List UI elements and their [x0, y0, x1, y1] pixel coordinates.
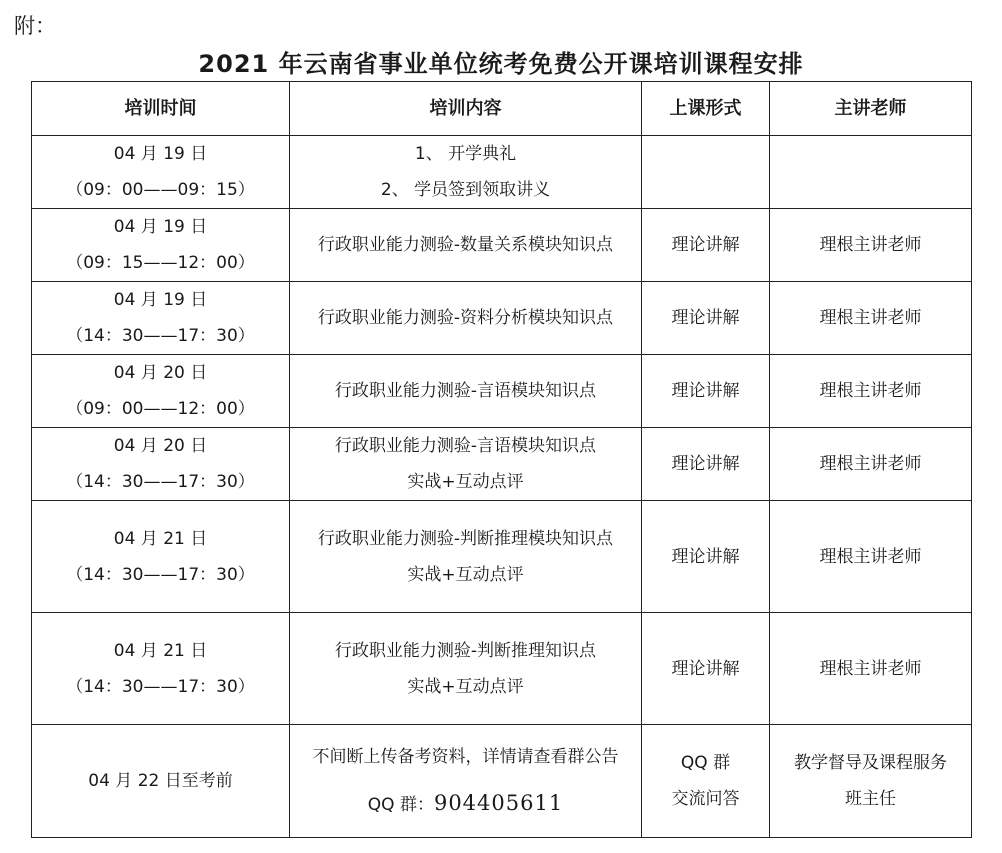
header-form: 上课形式 — [642, 82, 770, 136]
date-text: 04 月 21 日 — [113, 640, 208, 661]
time-cell — [32, 501, 290, 613]
content-cell — [290, 428, 642, 501]
time-text: （14：30——17：30） — [66, 564, 255, 585]
form-cell — [642, 725, 770, 838]
form-line: 交流问答 — [671, 789, 740, 809]
time-text: （09：00——12：00） — [66, 399, 255, 419]
time-text: （09：15——12：00） — [66, 253, 255, 273]
form-cell: 理论讲解 — [642, 501, 770, 613]
form-cell — [642, 136, 770, 209]
content-line: 1、 开学典礼 — [414, 144, 517, 164]
content-cell — [290, 613, 642, 725]
time-text: （14：30——17：30） — [66, 326, 255, 346]
time-text: （14：30——17：30） — [66, 676, 255, 697]
attachment-prefix: 附： — [14, 14, 56, 38]
form-cell: 理论讲解 — [642, 428, 770, 501]
content-line: 行政职业能力测验-判断推理知识点 — [334, 640, 597, 661]
form-line: QQ 群 — [680, 753, 731, 773]
content-line: 实战+互动点评 — [407, 676, 524, 697]
header-teacher: 主讲老师 — [770, 82, 972, 136]
teacher-line: 教学督导及课程服务 — [794, 753, 947, 773]
teacher-line: 班主任 — [845, 789, 896, 809]
teacher-cell: 理根主讲老师 — [770, 613, 972, 725]
date-text: 04 月 20 日 — [113, 436, 208, 456]
table-row — [32, 209, 972, 282]
qq-number: 904405611 — [433, 791, 564, 815]
teacher-cell — [770, 136, 972, 209]
table-row — [32, 501, 972, 613]
content-cell — [290, 282, 642, 355]
form-cell: 理论讲解 — [642, 613, 770, 725]
content-cell — [290, 209, 642, 282]
table-header-row — [32, 82, 972, 136]
date-text: 04 月 21 日 — [113, 528, 208, 549]
table-row — [32, 136, 972, 209]
time-cell — [32, 355, 290, 428]
date-text: 04 月 20 日 — [113, 363, 208, 383]
teacher-cell: 理根主讲老师 — [770, 355, 972, 428]
teacher-cell: 理根主讲老师 — [770, 501, 972, 613]
qq-group-line — [294, 785, 637, 823]
content-cell — [290, 501, 642, 613]
content-line: 行政职业能力测验-资料分析模块知识点 — [317, 308, 614, 328]
content-line: 实战+互动点评 — [407, 564, 524, 585]
content-cell — [290, 136, 642, 209]
table-row — [32, 725, 972, 838]
time-text: （14：30——17：30） — [66, 472, 255, 492]
content-line: 2、 学员签到领取讲义 — [380, 180, 551, 200]
date-text: 04 月 19 日 — [113, 144, 208, 164]
page-title: 2021 年云南省事业单位统考免费公开课培训课程安排 — [198, 50, 804, 78]
time-cell — [32, 428, 290, 501]
table-row — [32, 282, 972, 355]
teacher-cell: 理根主讲老师 — [770, 428, 972, 501]
content-line: 行政职业能力测验-言语模块知识点 — [334, 436, 597, 456]
content-line: 行政职业能力测验-言语模块知识点 — [334, 381, 597, 401]
time-text: （09：00——09：15） — [66, 180, 255, 200]
header-time: 培训时间 — [32, 82, 290, 136]
teacher-cell: 理根主讲老师 — [770, 209, 972, 282]
time-cell — [32, 613, 290, 725]
schedule-table — [31, 81, 972, 838]
form-cell: 理论讲解 — [642, 209, 770, 282]
teacher-cell: 理根主讲老师 — [770, 282, 972, 355]
time-cell: 04 月 22 日至考前 — [32, 725, 290, 838]
form-cell: 理论讲解 — [642, 282, 770, 355]
content-cell — [290, 355, 642, 428]
content-line: 行政职业能力测验-判断推理模块知识点 — [317, 528, 614, 549]
header-content: 培训内容 — [290, 82, 642, 136]
time-cell — [32, 282, 290, 355]
teacher-cell — [770, 725, 972, 838]
form-cell: 理论讲解 — [642, 355, 770, 428]
time-cell — [32, 209, 290, 282]
table-row — [32, 613, 972, 725]
date-text: 04 月 19 日 — [113, 290, 208, 310]
content-cell — [290, 725, 642, 838]
table-row — [32, 428, 972, 501]
content-line: 实战+互动点评 — [407, 472, 524, 492]
date-text: 04 月 19 日 — [113, 217, 208, 237]
content-line: 行政职业能力测验-数量关系模块知识点 — [317, 235, 614, 255]
table-row — [32, 355, 972, 428]
qq-label: QQ 群： — [367, 795, 434, 815]
content-line: 不间断上传备考资料，详情请查看群公告 — [312, 747, 619, 767]
time-cell — [32, 136, 290, 209]
